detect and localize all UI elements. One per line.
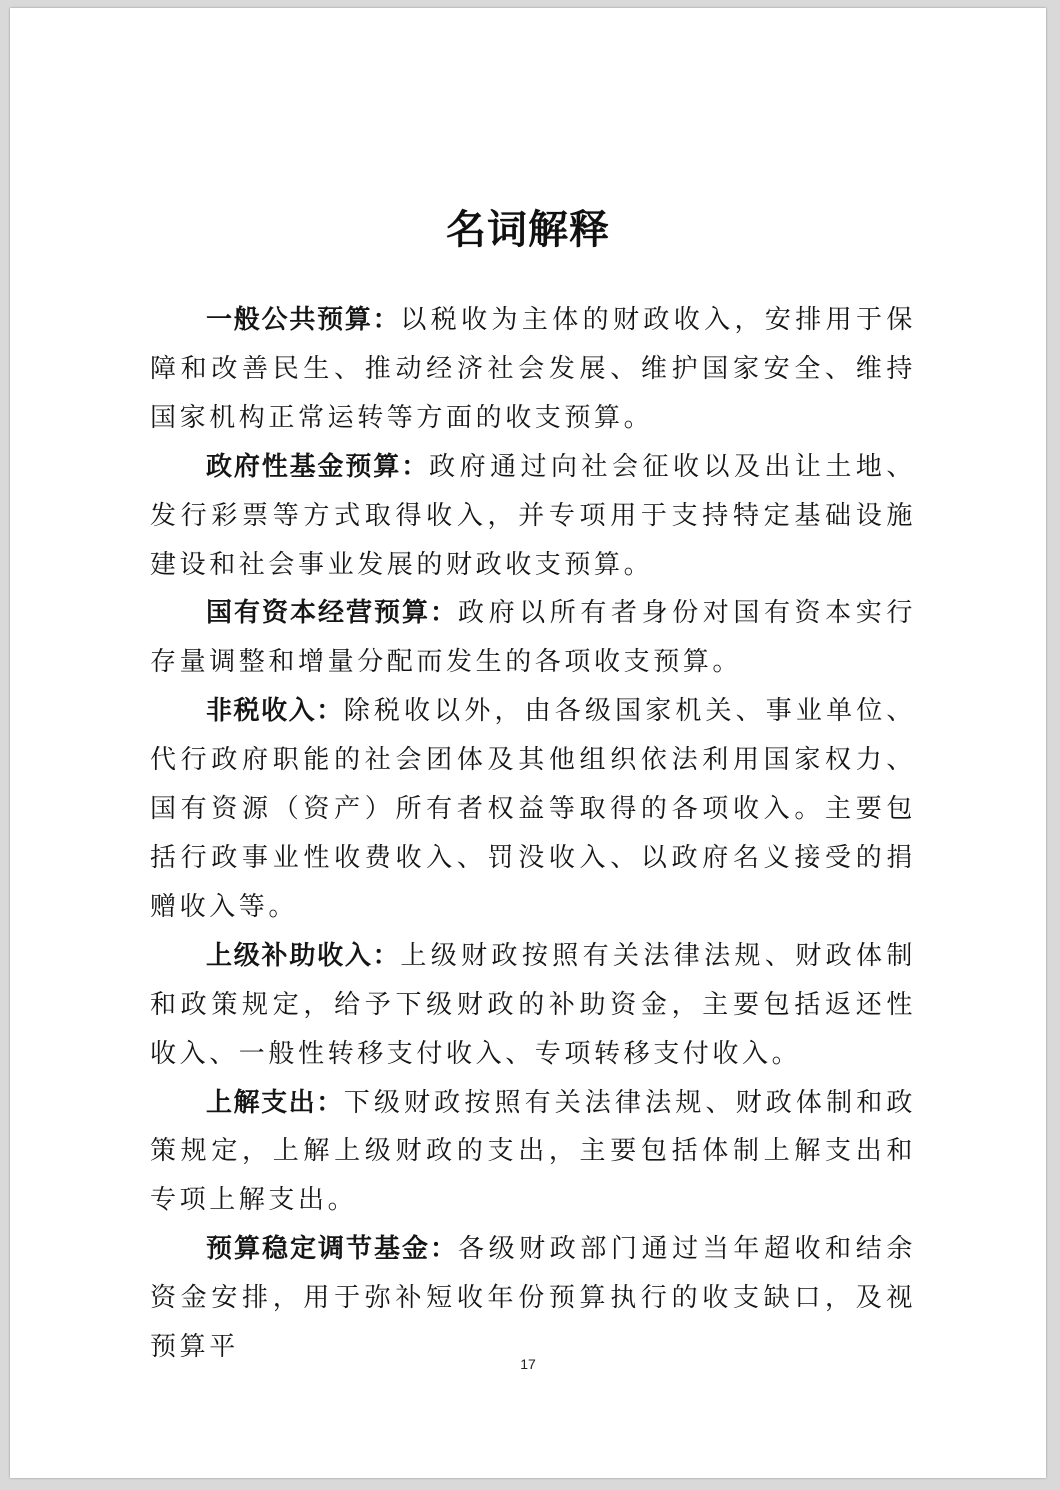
glossary-term: 政府性基金预算 [206,451,402,482]
glossary-term: 一般公共预算 [206,305,373,335]
glossary-entry [150,443,916,590]
glossary-definition: 下级财政按照有关法律法规、财政体制和政策规定，上解上级财政的支出，主要包括体制上解支出和专项上解支出。 [150,1087,916,1216]
term-separator: ： [316,1087,344,1118]
glossary-definition: 除税收以外，由各级国家机关、事业单位、代行政府职能的社会团体及其他组织依法利用国家权力、国有资源（资产）所有者权益等取得的各项收入。主要包括行政事业性收费收入、罚没收入、以政府名义接受的捐赠收入等。 [150,696,916,922]
page-number: 17 [520,1356,536,1372]
glossary-entry [150,296,916,443]
page-title: 名词解释 [446,206,610,253]
glossary-term: 预算稳定调节基金 [206,1234,430,1265]
glossary-term: 上级补助收入 [206,940,373,971]
glossary-entry [150,1079,916,1226]
glossary-body [150,296,916,1372]
term-separator: ： [429,1234,458,1265]
glossary-entry [150,932,916,1079]
term-separator: ： [429,598,458,629]
glossary-entry [150,589,916,687]
glossary-term: 非税收入 [206,696,317,727]
glossary-term: 上解支出 [206,1087,317,1118]
term-separator: ： [372,940,401,971]
glossary-entry [150,1225,916,1372]
glossary-definition: 政府通过向社会征收以及出让土地、发行彩票等方式取得收入，并专项用于支持特定基础设施建设和社会事业发展的财政收支预算。 [150,451,916,580]
term-separator: ： [372,305,401,335]
term-separator: ： [401,451,430,482]
glossary-definition: 上级财政按照有关法律法规、财政体制和政策规定，给予下级财政的补助资金，主要包括返还性收入、一般性转移支付收入、专项转移支付收入。 [150,940,916,1069]
document-page [10,8,1046,1478]
glossary-term: 国有资本经营预算 [206,598,430,629]
glossary-definition: 各级财政部门通过当年超收和结余资金安排，用于弥补短收年份预算执行的收支缺口，及视预算平 [150,1234,916,1363]
glossary-entry [150,687,916,932]
glossary-definition: 政府以所有者身份对国有资本实行存量调整和增量分配而发生的各项收支预算。 [150,598,916,678]
glossary-definition: 以税收为主体的财政收入，安排用于保障和改善民生、推动经济社会发展、维护国家安全、维持国家机构正常运转等方面的收支预算。 [150,305,916,433]
term-separator: ： [316,696,344,727]
